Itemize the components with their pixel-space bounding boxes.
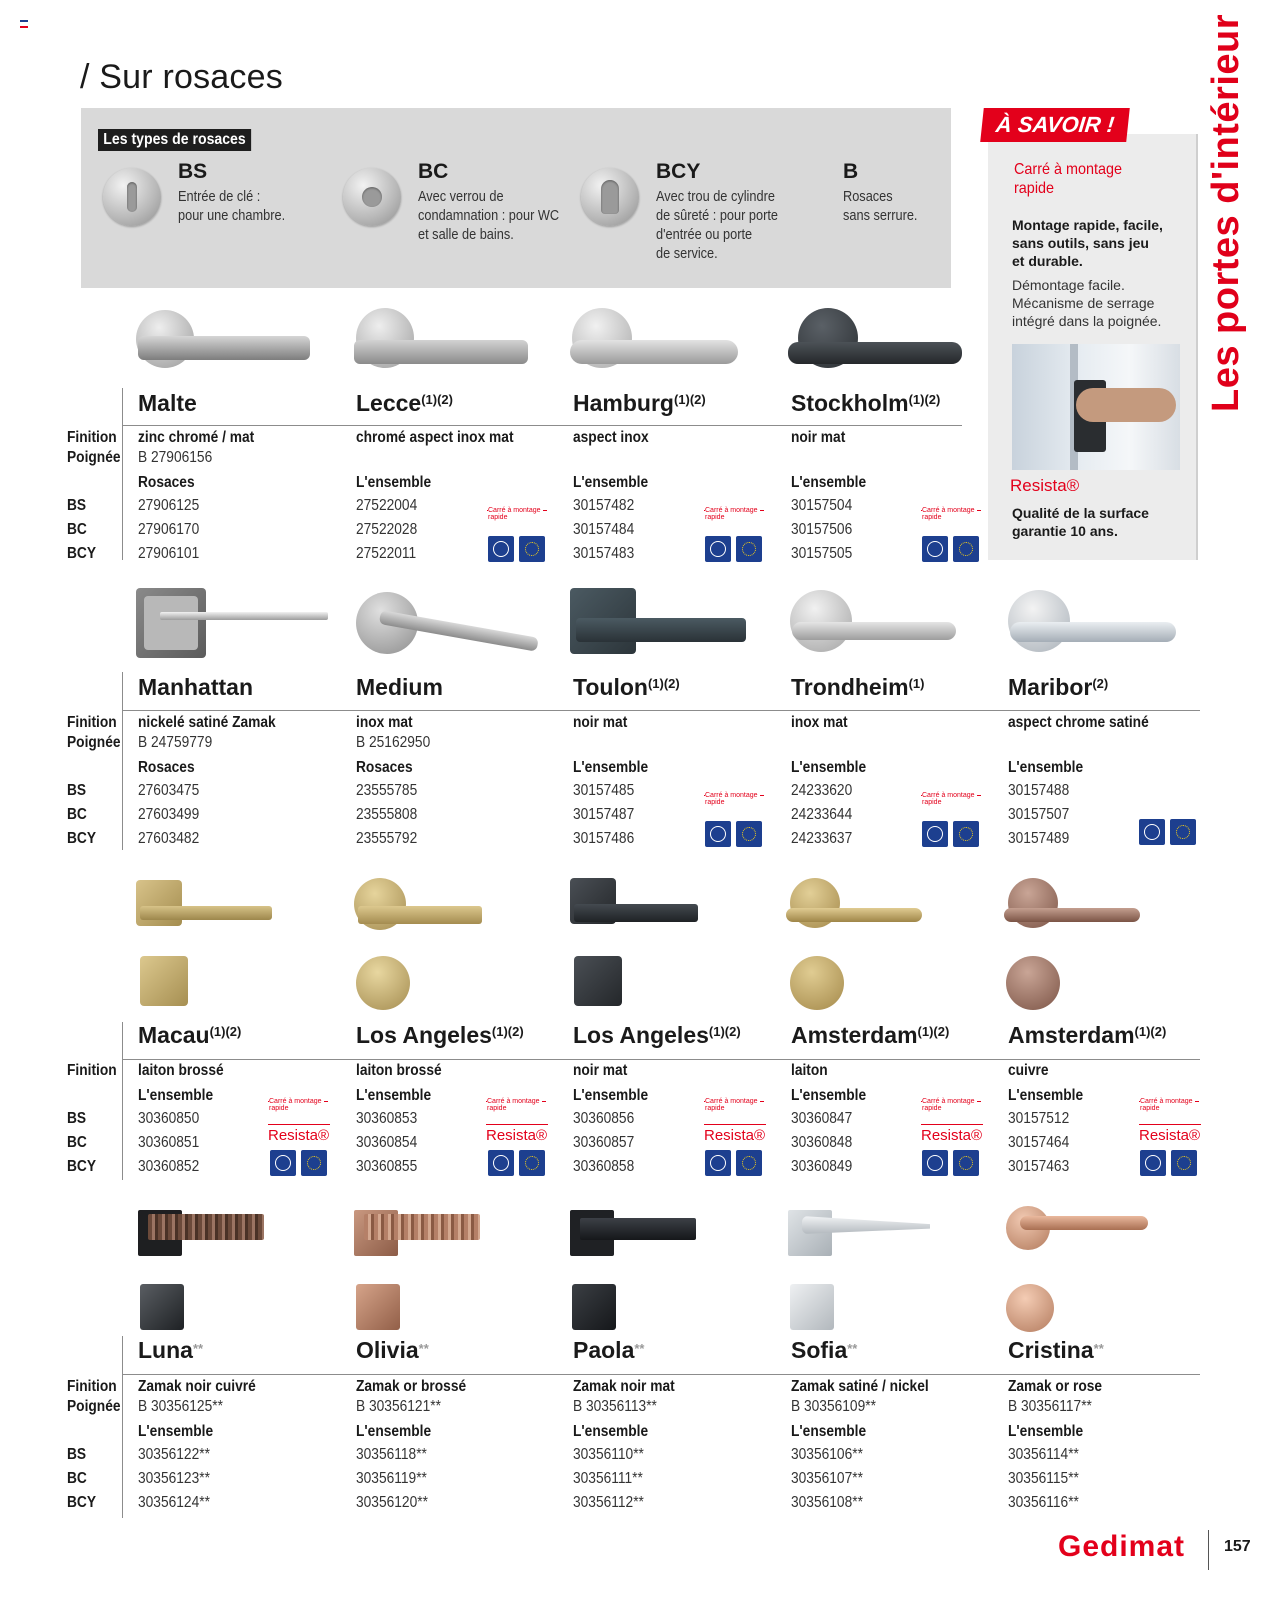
- handle-image: [570, 306, 740, 372]
- a-savoir-panel: [988, 134, 1198, 560]
- finish-text: laiton brossé: [356, 1062, 442, 1079]
- carre-badge: Carré à montage rapide: [1139, 1098, 1199, 1118]
- ref-bs: 30356118**: [356, 1446, 427, 1463]
- kind-label: Rosaces: [138, 759, 195, 776]
- ref-bs: 30356122**: [138, 1446, 210, 1463]
- ref-bc: 23555808: [356, 806, 418, 823]
- kind-label: L'ensemble: [573, 1087, 649, 1104]
- kind-label: L'ensemble: [356, 474, 432, 491]
- ref-bc: 30157506: [791, 521, 853, 538]
- eu-icon: [1170, 819, 1196, 845]
- ref-bcy: 27603482: [138, 830, 200, 847]
- kind-label: L'ensemble: [573, 474, 649, 491]
- type-desc: Entrée de clé : pour une chambre.: [178, 189, 286, 224]
- product-name: Medium: [356, 674, 443, 700]
- ref-bs: 30157485: [573, 782, 635, 799]
- ref-bc: 30157507: [1008, 806, 1070, 823]
- guarantee-icons: [488, 536, 548, 562]
- handle-image: [788, 1210, 930, 1258]
- ref-bs: 27906125: [138, 497, 200, 514]
- guarantee-icons: [705, 1150, 765, 1176]
- kind-label: L'ensemble: [573, 1423, 649, 1440]
- savoir-text-3: Qualité de la surface garantie 10 ans.: [1012, 505, 1149, 539]
- finition-label: Finition: [67, 1062, 117, 1079]
- type-code: BCY: [656, 160, 701, 183]
- poignee-label: Poignée: [67, 1398, 121, 1415]
- warranty-10-icon: [270, 1150, 296, 1176]
- ref-bcy: 24233637: [791, 830, 853, 847]
- finish-text: cuivre: [1008, 1062, 1049, 1079]
- kind-label: L'ensemble: [1008, 1423, 1084, 1440]
- type-code: BS: [178, 160, 208, 183]
- product-name: Amsterdam$^{(1)(2)}$: [1008, 1022, 1167, 1048]
- handle-image: [570, 878, 698, 930]
- ref-bcy: 30157486: [573, 830, 635, 847]
- finition-label: Finition: [67, 429, 117, 446]
- eu-icon: [953, 1150, 979, 1176]
- type-desc: Avec verrou de condamnation : pour WC et salle de bains.: [418, 189, 560, 243]
- bc-label: BC: [67, 521, 87, 538]
- ref-bc: 30356111**: [573, 1470, 643, 1487]
- brand-logo: Gedimat: [1058, 1530, 1186, 1563]
- handle-image: [1006, 588, 1178, 656]
- warranty-10-icon: [922, 536, 948, 562]
- resista-badge: Resista®: [921, 1127, 983, 1144]
- a-savoir-tag: À SAVOIR !: [980, 108, 1130, 142]
- ref-bc: 27603499: [138, 806, 200, 823]
- keyhole-plate: [574, 956, 622, 1006]
- finish-text: noir mat: [791, 429, 846, 446]
- ref-bcy: 30356112**: [573, 1494, 644, 1511]
- product-name: Luna**: [138, 1337, 204, 1363]
- kind-label: L'ensemble: [573, 759, 649, 776]
- savoir-text-1: Montage rapide, facile, sans outils, sans jeu et durable.: [1012, 217, 1163, 269]
- product-name: Toulon$^{(1)(2)}$: [573, 674, 680, 700]
- carre-title: Carré à montage rapide: [1014, 161, 1123, 197]
- finish-text: noir mat: [573, 714, 628, 731]
- ref-bs: 30356106**: [791, 1446, 863, 1463]
- poignee-ref: B 30356125**: [138, 1398, 223, 1415]
- warranty-10-icon: [705, 536, 731, 562]
- ref-bcy: 30356124**: [138, 1494, 210, 1511]
- finish-text: Zamak or brossé: [356, 1378, 467, 1395]
- carre-badge: Carré à montage rapide: [268, 1098, 328, 1118]
- product-name: Malte: [138, 390, 197, 416]
- product-name: Manhattan: [138, 674, 253, 700]
- ref-bs: 27603475: [138, 782, 200, 799]
- carre-badge: Carré à montage rapide: [921, 792, 981, 812]
- ref-bc: 30360848: [791, 1134, 853, 1151]
- bcy-label: BCY: [67, 830, 97, 847]
- poignee-ref: B 30356117**: [1008, 1398, 1092, 1415]
- bc-label: BC: [67, 1134, 87, 1151]
- guarantee-icons: [270, 1150, 330, 1176]
- warranty-10-icon: [488, 536, 514, 562]
- warranty-10-icon: [1140, 1150, 1166, 1176]
- keyhole-plate: [1006, 1284, 1054, 1332]
- carre-badge: Carré à montage rapide: [921, 507, 981, 527]
- keyhole-plate: [790, 1284, 834, 1330]
- resista-badge: Resista®: [704, 1127, 766, 1144]
- handle-image: [354, 878, 482, 934]
- keyhole-plate: [790, 956, 844, 1010]
- poignee-ref: B 30356121**: [356, 1398, 441, 1415]
- ref-bs: 30360850: [138, 1110, 200, 1127]
- warranty-10-icon: [705, 1150, 731, 1176]
- product-name: Amsterdam$^{(1)(2)}$: [791, 1022, 950, 1048]
- handle-image: [788, 588, 958, 656]
- ref-bc: 30356115**: [1008, 1470, 1079, 1487]
- eu-icon: [736, 536, 762, 562]
- ref-bc: 30360854: [356, 1134, 418, 1151]
- keyhole-plate: [1006, 956, 1060, 1010]
- kind-label: L'ensemble: [791, 759, 867, 776]
- kind-label: L'ensemble: [138, 1087, 214, 1104]
- product-name: Paola**: [573, 1337, 645, 1363]
- handle-image: [1004, 878, 1140, 934]
- handle-image: [136, 880, 272, 932]
- handle-image: [570, 1210, 696, 1258]
- product-name: Lecce$^{(1)(2)}$: [356, 390, 453, 416]
- ref-bc: 24233644: [791, 806, 853, 823]
- keyhole-plate: [140, 1284, 184, 1330]
- finish-text: Zamak or rose: [1008, 1378, 1103, 1395]
- resista-badge: Resista®: [486, 1127, 548, 1144]
- handle-image: [352, 306, 532, 372]
- finish-text: noir mat: [573, 1062, 628, 1079]
- warranty-10-icon: [922, 821, 948, 847]
- ref-bcy: 30157483: [573, 545, 635, 562]
- warranty-10-icon: [922, 1150, 948, 1176]
- eu-icon: [519, 1150, 545, 1176]
- product-name: Los Angeles$^{(1)(2)}$: [573, 1022, 741, 1048]
- mounting-photo: [1012, 344, 1180, 470]
- finish-text: laiton: [791, 1062, 828, 1079]
- bs-label: BS: [67, 1110, 87, 1127]
- type-desc: Rosaces sans serrure.: [843, 189, 918, 224]
- kind-label: L'ensemble: [791, 1087, 867, 1104]
- footer-divider: [1208, 1530, 1209, 1570]
- poignee-ref: B 25162950: [356, 734, 431, 751]
- guarantee-icons: [705, 536, 765, 562]
- type-desc: Avec trou de cylindre de sûreté : pour porte d'entrée ou porte de service.: [656, 189, 779, 262]
- carre-badge: Carré à montage rapide: [921, 1098, 981, 1118]
- savoir-text-2: Démontage facile. Mécanisme de serrage intégré dans la poignée.: [1012, 277, 1162, 329]
- rosace-bc-icon: [343, 168, 401, 226]
- ref-bs: 30360856: [573, 1110, 635, 1127]
- handle-image: [136, 588, 328, 658]
- bc-label: BC: [67, 1470, 87, 1487]
- ref-bc: 30157487: [573, 806, 635, 823]
- ref-bcy: 30360858: [573, 1158, 635, 1175]
- kind-label: Rosaces: [138, 474, 195, 491]
- handle-image: [570, 588, 746, 654]
- kind-label: L'ensemble: [791, 1423, 867, 1440]
- poignee-ref: B 30356113**: [573, 1398, 657, 1415]
- finition-label: Finition: [67, 1378, 117, 1395]
- type-code: BC: [418, 160, 449, 183]
- bcy-label: BCY: [67, 545, 97, 562]
- kind-label: L'ensemble: [1008, 1087, 1084, 1104]
- ref-bc: 30356119**: [356, 1470, 427, 1487]
- poignee-ref: B 24759779: [138, 734, 213, 751]
- ref-bc: 30157464: [1008, 1134, 1070, 1151]
- bcy-label: BCY: [67, 1494, 97, 1511]
- rosace-bcy-icon: [581, 168, 639, 226]
- ref-bcy: 30360849: [791, 1158, 853, 1175]
- eu-icon: [301, 1150, 327, 1176]
- ref-bcy: 30360855: [356, 1158, 418, 1175]
- carre-badge: Carré à montage rapide: [486, 1098, 546, 1118]
- handle-image: [138, 1210, 264, 1258]
- kind-label: L'ensemble: [356, 1423, 432, 1440]
- product-name: Macau$^{(1)(2)}$: [138, 1022, 242, 1048]
- rosace-types-label: Les types de rosaces: [98, 129, 251, 151]
- carre-badge: Carré à montage rapide: [704, 507, 764, 527]
- eu-icon: [519, 536, 545, 562]
- guarantee-icons: [922, 821, 982, 847]
- handle-image: [786, 878, 922, 934]
- poignee-label: Poignée: [67, 734, 121, 751]
- bs-label: BS: [67, 782, 87, 799]
- rosace-bs-icon: [103, 168, 161, 226]
- finish-text: Zamak noir mat: [573, 1378, 675, 1395]
- ref-bcy: 27906101: [138, 545, 200, 562]
- ref-bcy: 23555792: [356, 830, 418, 847]
- kind-label: L'ensemble: [1008, 759, 1084, 776]
- finition-label: Finition: [67, 714, 117, 731]
- finish-text: chromé aspect inox mat: [356, 429, 514, 446]
- finish-text: inox mat: [791, 714, 848, 731]
- page-number: 157: [1224, 1538, 1251, 1555]
- warranty-10-icon: [1139, 819, 1165, 845]
- finish-text: Zamak noir cuivré: [138, 1378, 256, 1395]
- ref-bcy: 30157463: [1008, 1158, 1070, 1175]
- ref-bcy: 30157489: [1008, 830, 1070, 847]
- ref-bcy: 30356108**: [791, 1494, 863, 1511]
- ref-bcy: 27522011: [356, 545, 417, 562]
- guarantee-icons: [1140, 1150, 1200, 1176]
- handle-image: [1006, 1206, 1148, 1256]
- ref-bs: 30157512: [1008, 1110, 1070, 1127]
- eu-icon: [953, 821, 979, 847]
- ref-bs: 27522004: [356, 497, 418, 514]
- finish-text: laiton brossé: [138, 1062, 224, 1079]
- finish-text: nickelé satiné Zamak: [138, 714, 276, 731]
- guarantee-icons: [1139, 819, 1199, 845]
- finish-text: aspect chrome satiné: [1008, 714, 1149, 731]
- guarantee-icons: [922, 536, 982, 562]
- bs-label: BS: [67, 497, 87, 514]
- eu-icon: [1171, 1150, 1197, 1176]
- type-code: B: [843, 160, 859, 183]
- keyhole-plate: [356, 1284, 400, 1330]
- rosace-types-panel: [81, 108, 951, 288]
- ref-bs: 30157482: [573, 497, 635, 514]
- warranty-10-icon: [705, 821, 731, 847]
- carre-badge: Carré à montage rapide: [704, 792, 764, 812]
- kind-label: L'ensemble: [356, 1087, 432, 1104]
- ref-bc: 30157484: [573, 521, 635, 538]
- product-name: Stockholm$^{(1)(2)}$: [791, 390, 941, 416]
- resista-badge: Resista®: [1139, 1127, 1201, 1144]
- guarantee-icons: [488, 1150, 548, 1176]
- ref-bcy: 30356120**: [356, 1494, 428, 1511]
- eu-icon: [736, 821, 762, 847]
- keyhole-plate: [140, 956, 188, 1006]
- bc-label: BC: [67, 806, 87, 823]
- ref-bs: 30356110**: [573, 1446, 644, 1463]
- keyhole-plate: [572, 1284, 616, 1330]
- product-name: Olivia**: [356, 1337, 429, 1363]
- keyhole-plate: [356, 956, 410, 1010]
- resista-label: Resista®: [1010, 476, 1080, 495]
- poignee-ref: B 30356109**: [791, 1398, 876, 1415]
- kind-label: L'ensemble: [138, 1423, 214, 1440]
- ref-bc: 27522028: [356, 521, 418, 538]
- handle-image: [354, 1210, 480, 1258]
- finish-text: inox mat: [356, 714, 413, 731]
- section-side-title: Les portes d'intérieur: [1205, 13, 1247, 412]
- ref-bc: 27906170: [138, 521, 200, 538]
- ref-bc: 30360857: [573, 1134, 635, 1151]
- ref-bs: 30356114**: [1008, 1446, 1079, 1463]
- ref-bcy: 30356116**: [1008, 1494, 1079, 1511]
- ref-bcy: 30360852: [138, 1158, 200, 1175]
- ref-bc: 30360851: [138, 1134, 200, 1151]
- product-name: Sofia**: [791, 1337, 858, 1363]
- kind-label: Rosaces: [356, 759, 413, 776]
- ref-bc: 30356123**: [138, 1470, 210, 1487]
- bs-label: BS: [67, 1446, 87, 1463]
- ref-bc: 30356107**: [791, 1470, 863, 1487]
- ref-bs: 30157488: [1008, 782, 1070, 799]
- carre-badge: Carré à montage rapide: [487, 507, 547, 527]
- product-name: Maribor$^{(2)}$: [1008, 674, 1109, 700]
- warranty-10-icon: [488, 1150, 514, 1176]
- product-name: Los Angeles$^{(1)(2)}$: [356, 1022, 524, 1048]
- poignee-label: Poignée: [67, 449, 121, 466]
- handle-image: [132, 306, 312, 372]
- ref-bs: 30157504: [791, 497, 853, 514]
- product-name: Hamburg$^{(1)(2)}$: [573, 390, 706, 416]
- ref-bcy: 30157505: [791, 545, 853, 562]
- poignee-ref: B 27906156: [138, 449, 213, 466]
- ref-bs: 24233620: [791, 782, 853, 799]
- handle-image: [788, 306, 964, 372]
- ref-bs: 30360853: [356, 1110, 418, 1127]
- finish-text: Zamak satiné / nickel: [791, 1378, 929, 1395]
- product-name: Cristina**: [1008, 1337, 1104, 1363]
- product-name: Trondheim$^{(1)}$: [791, 674, 925, 700]
- finish-text: zinc chromé / mat: [138, 429, 255, 446]
- resista-badge: Resista®: [268, 1127, 330, 1144]
- ref-bs: 30360847: [791, 1110, 853, 1127]
- handle-image: [356, 590, 540, 656]
- kind-label: L'ensemble: [791, 474, 867, 491]
- carre-badge: Carré à montage rapide: [704, 1098, 764, 1118]
- flag-icon: [20, 20, 28, 27]
- bcy-label: BCY: [67, 1158, 97, 1175]
- guarantee-icons: [705, 821, 765, 847]
- ref-bs: 23555785: [356, 782, 418, 799]
- eu-icon: [736, 1150, 762, 1176]
- eu-icon: [953, 536, 979, 562]
- guarantee-icons: [922, 1150, 982, 1176]
- finish-text: aspect inox: [573, 429, 649, 446]
- page-title: / Sur rosaces: [80, 58, 283, 96]
